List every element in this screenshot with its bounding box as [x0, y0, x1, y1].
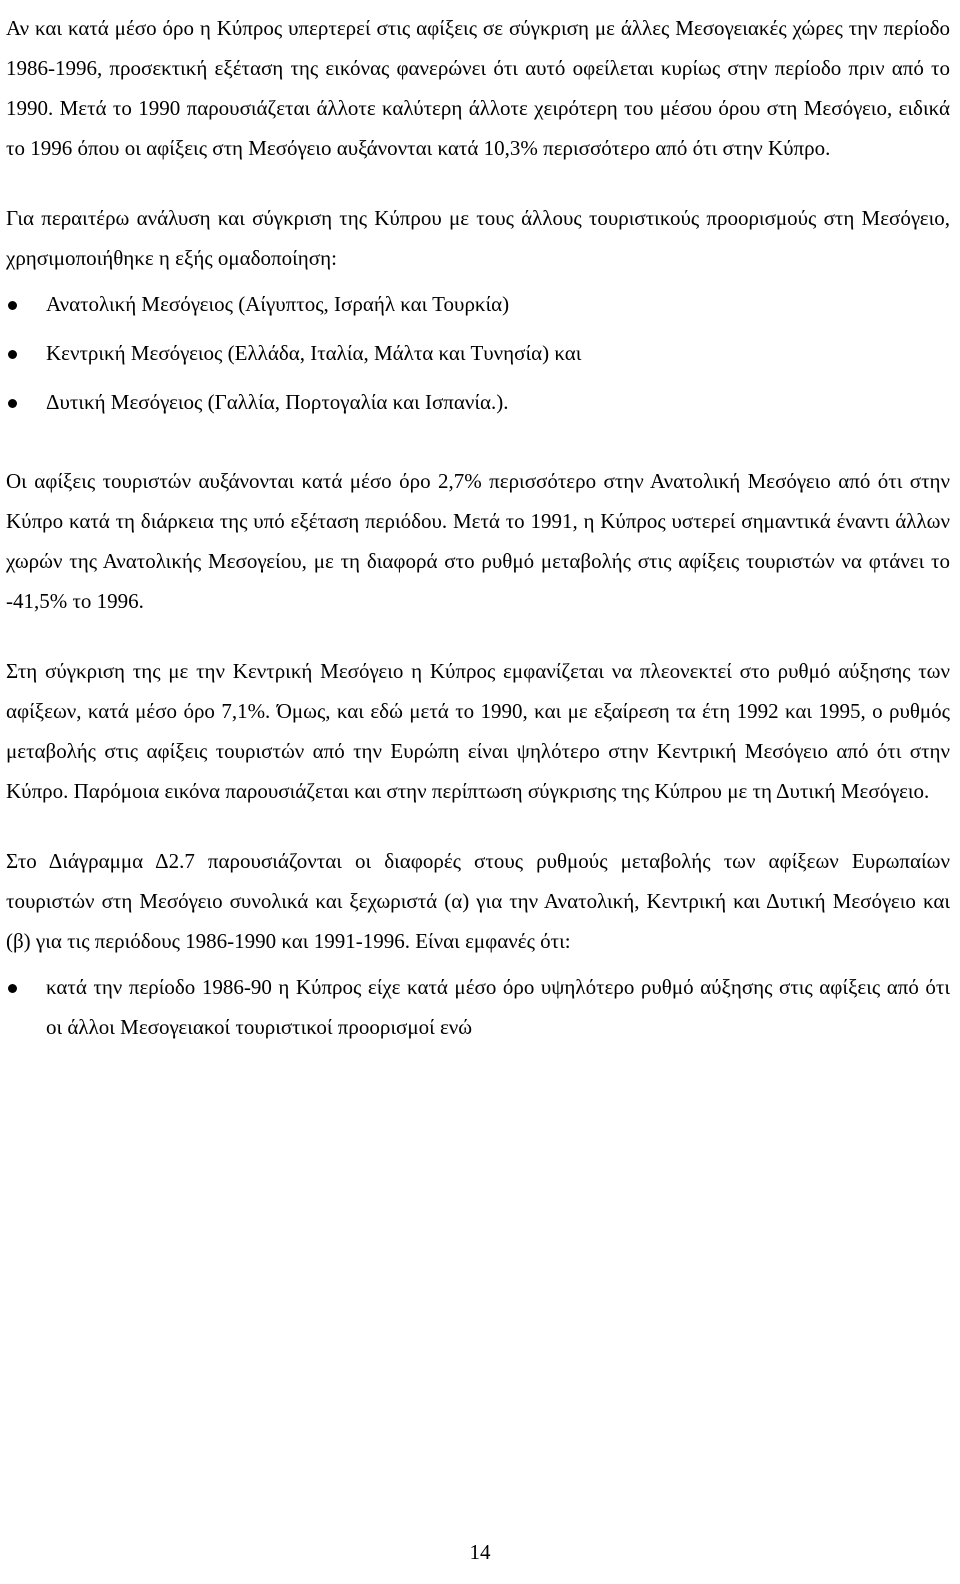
paragraph-eastern-mediterranean: Οι αφίξεις τουριστών αυξάνονται κατά μέσο όρο 2,7% περισσότερο στην Ανατολική Μεσόγειο από ότι στην Κύπρο κατά τη διάρκεια της υπό εξέταση περιόδου. Μετά το 1991, η Κύπρος υστερεί σημαντικά έναντι άλλων χωρών της Ανατολικής Μεσογείου, με τη διαφορά στο ρυθμό μεταβολής στις αφίξεις τουριστών να φτάνει το -41,5% το 1996.: [6, 469, 950, 613]
spacer: [6, 811, 950, 841]
bullet-icon: [8, 301, 17, 310]
spacer: [6, 431, 950, 461]
bullet-icon: [8, 350, 17, 359]
list-item-text: κατά την περίοδο 1986-90 η Κύπρος είχε κατά μέσο όρο υψηλότερο ρυθμό αύξησης στις αφίξεις από ότι οι άλλοι Μεσογειακοί τουριστικοί προορισμοί ενώ: [46, 975, 950, 1039]
paragraph-diagram-reference: Στο Διάγραμμα Δ2.7 παρουσιάζονται οι διαφορές στους ρυθμούς μεταβολής των αφίξεων Ευρωπαίων τουριστών στη Μεσόγειο συνολικά και ξεχωριστά (α) για την Ανατολική, Κεντρική και Δυτική Μεσόγειο και (β) για τις περιόδους 1986-1990 και 1991-1996. Είναι εμφανές ότι:: [6, 849, 950, 953]
list-item-text: Ανατολική Μεσόγειος (Αίγυπτος, Ισραήλ και Τουρκία): [46, 292, 510, 316]
grouping-list: [6, 284, 950, 422]
list-item-text: Κεντρική Μεσόγειος (Ελλάδα, Ιταλία, Μάλτα και Τυνησία) και: [46, 341, 582, 365]
list-item: [6, 333, 950, 373]
spacer: [6, 168, 950, 198]
page-number: 14: [469, 1540, 491, 1564]
list-item: [6, 382, 950, 422]
list-item: [6, 284, 950, 324]
paragraph-grouping-intro: Για περαιτέρω ανάλυση και σύγκριση της Κύπρου με τους άλλους τουριστικούς προορισμούς στη Μεσόγειο, χρησιμοποιήθηκε η εξής ομαδοποίηση:: [6, 206, 950, 270]
bullet-icon: [8, 399, 17, 408]
document-page: [6, 8, 950, 1047]
findings-list: [6, 967, 950, 1047]
spacer: [6, 621, 950, 651]
list-item: [6, 967, 950, 1047]
paragraph-cyprus-arrivals-overview: Αν και κατά μέσο όρο η Κύπρος υπερτερεί στις αφίξεις σε σύγκριση με άλλες Μεσογειακές χώρες την περίοδο 1986-1996, προσεκτική εξέταση της εικόνας φανερώνει ότι αυτό οφείλεται κυρίως στην περίοδο πριν από το 1990. Μετά το 1990 παρουσιάζεται άλλοτε καλύτερη άλλοτε χειρότερη του μέσου όρου στη Μεσόγειο, ειδικά το 1996 όπου οι αφίξεις στη Μεσόγειο αυξάνονται κατά 10,3% περισσότερο από ότι στην Κύπρο.: [6, 16, 950, 160]
list-item-text: Δυτική Μεσόγειος (Γαλλία, Πορτογαλία και Ισπανία.).: [46, 390, 509, 414]
paragraph-central-mediterranean: Στη σύγκριση της με την Κεντρική Μεσόγειο η Κύπρος εμφανίζεται να πλεονεκτεί στο ρυθμό αύξησης των αφίξεων, κατά μέσο όρο 7,1%. Όμως, και εδώ μετά το 1990, και με εξαίρεση τα έτη 1992 και 1995, ο ρυθμός μεταβολής στις αφίξεις τουριστών από την Ευρώπη είναι ψηλότερο στην Κεντρική Μεσόγειο από ότι στην Κύπρο. Παρόμοια εικόνα παρουσιάζεται και στην περίπτωση σύγκρισης της Κύπρου με τη Δυτική Μεσόγειο.: [6, 659, 950, 803]
bullet-icon: [8, 984, 17, 993]
